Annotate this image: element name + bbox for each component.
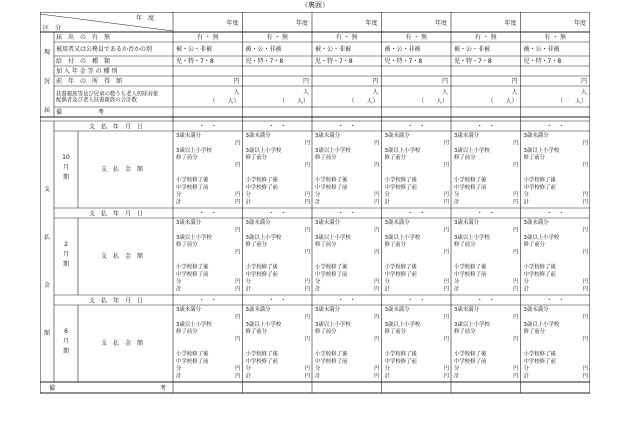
status-value-4: 円 — [233, 78, 240, 85]
payment-amount-line: 3歳以上小学校 — [315, 234, 351, 241]
payment-amount-line: 修了前分 — [315, 155, 337, 162]
payment-amount-line: 分 — [176, 192, 182, 199]
payment-amount-line: 修了前分 — [245, 155, 268, 162]
payment-amount-line: 中学校修了前 — [245, 358, 278, 365]
payment-date-label: 支 払 年 月 日 — [88, 123, 144, 131]
status-value-4: 円 — [302, 78, 309, 85]
status-value-5: 人 — [580, 89, 587, 96]
payment-amount-line: 3歳以上小学校 — [523, 147, 560, 154]
status-value-0: 有 ・ 無 — [196, 34, 219, 41]
payment-group-char: 払 — [43, 234, 51, 241]
payment-date-value: ・ ・ — [268, 123, 287, 130]
payment-amount-line: 計 — [454, 199, 460, 206]
payment-yen: 円 — [374, 140, 380, 147]
payment-amount-line: 3歳未満分 — [523, 133, 549, 139]
payment-yen: 円 — [513, 162, 519, 169]
payment-yen: 円 — [443, 140, 449, 147]
payment-amount-line: 3歳以上小学校 — [523, 321, 560, 328]
payment-amount-line: 分 — [523, 192, 529, 199]
payment-amount-line: 小学校修了後 — [384, 351, 417, 358]
payment-amount-line: 計 — [176, 373, 182, 380]
payment-yen: 円 — [513, 314, 519, 321]
payment-yen: 円 — [374, 286, 380, 293]
status-value-2: 児・特・7・8 — [523, 58, 562, 65]
payment-amount-label: 支 払 金 額 — [100, 253, 144, 260]
payment-yen: 円 — [443, 162, 449, 169]
status-label-0: 届 出 の 有 無 — [56, 34, 111, 41]
payment-amount-line: 3歳未満分 — [384, 133, 410, 139]
status-value2-5: （ 人） — [209, 98, 240, 105]
payment-yen: 円 — [582, 336, 588, 343]
payment-amount-line: 分 — [384, 279, 390, 286]
payment-yen: 円 — [374, 227, 380, 234]
footer-label-end: 考 — [159, 385, 166, 392]
status-label-5: 扶養親族等及び児童の数うち老人控除対象 — [56, 91, 159, 98]
status-group-char: 況 — [43, 78, 51, 85]
payment-amount-line: 3歳以上小学校 — [315, 147, 351, 154]
payment-date-value: ・ ・ — [337, 210, 356, 217]
payment-amount-line: 分 — [245, 279, 251, 286]
payment-period-char: 月 — [62, 338, 70, 345]
payment-amount-line: 小学校修了後 — [245, 177, 278, 184]
payment-yen: 円 — [443, 286, 449, 293]
payment-date-value: ・ ・ — [476, 297, 495, 304]
payment-amount-line: 計 — [384, 373, 390, 380]
payment-date-value: ・ ・ — [198, 210, 217, 217]
payment-amount-line: 計 — [315, 286, 321, 293]
payment-amount-line: 中学校修了前 — [315, 184, 348, 191]
payment-yen: 円 — [235, 249, 241, 256]
status-value-4: 円 — [372, 78, 379, 85]
payment-amount-line: 中学校修了前 — [315, 271, 348, 278]
payment-amount-line: 計 — [523, 199, 529, 206]
payment-amount-line: 小学校修了後 — [523, 264, 556, 271]
payment-yen: 円 — [304, 199, 310, 206]
payment-yen: 円 — [582, 227, 588, 234]
payment-yen: 円 — [513, 336, 519, 343]
payment-group-char: 額 — [43, 330, 51, 337]
payment-amount-line: 分 — [176, 366, 182, 373]
payment-amount-line: 中学校修了前 — [523, 184, 556, 191]
payment-amount-line: 修了前分 — [384, 242, 407, 249]
payment-amount-line: 小学校修了後 — [523, 351, 556, 358]
payment-amount-line: 修了前分 — [245, 242, 268, 249]
status-value-1: 被・公・非被 — [523, 46, 560, 53]
payment-yen: 円 — [513, 279, 519, 286]
payment-amount-line: 中学校修了前 — [245, 184, 278, 191]
payment-amount-line: 計 — [523, 286, 529, 293]
status-value-4: 円 — [580, 78, 587, 85]
payment-amount-line: 3歳未満分 — [245, 220, 271, 226]
payment-yen: 円 — [374, 199, 380, 206]
status-value-1: 被・公・非被 — [384, 46, 421, 53]
payment-yen: 円 — [513, 192, 519, 199]
payment-yen: 円 — [513, 140, 519, 147]
payment-amount-line: 3歳以上小学校 — [315, 321, 351, 328]
payment-amount-line: 修了前分 — [245, 329, 268, 336]
payment-period-char: 月 — [62, 251, 70, 258]
payment-amount-line: 中学校修了前 — [315, 358, 348, 365]
status-value-5: 人 — [441, 89, 448, 96]
payment-amount-line: 3歳以上小学校 — [176, 234, 212, 241]
payment-yen: 円 — [582, 279, 588, 286]
payment-yen: 円 — [235, 279, 241, 286]
payment-date-value: ・ ・ — [337, 123, 356, 130]
payment-amount-line: 分 — [245, 192, 251, 199]
payment-yen: 円 — [235, 336, 241, 343]
payment-date-value: ・ ・ — [546, 297, 565, 304]
payment-yen: 円 — [235, 314, 241, 321]
payment-yen: 円 — [304, 140, 310, 147]
payment-amount-line: 分 — [176, 279, 182, 286]
status-value2-5: （ 人） — [556, 98, 587, 105]
payment-yen: 円 — [304, 192, 310, 199]
payment-yen: 円 — [513, 286, 519, 293]
payment-period-char: 期 — [62, 261, 70, 268]
payment-amount-line: 3歳以上小学校 — [245, 147, 282, 154]
payment-date-value: ・ ・ — [476, 123, 495, 130]
payment-amount-line: 3歳以上小学校 — [384, 234, 421, 241]
payment-yen: 円 — [304, 314, 310, 321]
payment-amount-line: 3歳未満分 — [176, 307, 201, 313]
status-value-5: 人 — [511, 89, 518, 96]
status-value2-5: （ 人） — [278, 98, 309, 105]
payment-amount-line: 分 — [315, 279, 321, 286]
payment-amount-line: 計 — [523, 373, 529, 380]
payment-amount-line: 3歳以上小学校 — [384, 147, 421, 154]
status-value-5: 人 — [372, 89, 379, 96]
payment-date-value: ・ ・ — [198, 123, 217, 130]
payment-amount-line: 修了前分 — [454, 155, 476, 162]
status-group-char: 現 — [43, 49, 51, 56]
payment-yen: 円 — [443, 199, 449, 206]
payment-amount-line: 中学校修了前 — [454, 184, 487, 191]
payment-yen: 円 — [443, 336, 449, 343]
payment-amount-line: 修了前分 — [454, 242, 476, 249]
payment-yen: 円 — [513, 227, 519, 234]
payment-yen: 円 — [582, 249, 588, 256]
payment-yen: 円 — [304, 373, 310, 380]
payment-amount-line: 中学校修了前 — [454, 271, 487, 278]
payment-amount-line: 修了前分 — [523, 329, 546, 336]
payment-yen: 円 — [304, 162, 310, 169]
payment-date-value: ・ ・ — [268, 297, 287, 304]
payment-amount-line: 3歳未満分 — [454, 307, 479, 313]
payment-amount-line: 修了前分 — [176, 329, 198, 336]
payment-yen: 円 — [304, 366, 310, 373]
payment-amount-line: 小学校修了後 — [384, 264, 417, 271]
payment-amount-line: 分 — [315, 366, 321, 373]
status-label-3: 加 入 年 金 等 の 種 別 — [56, 68, 118, 75]
status-label-5: 配偶者及び老人扶養親族の合計数 — [56, 97, 137, 104]
header-year-label: 年度 — [226, 20, 239, 27]
payment-yen: 円 — [374, 192, 380, 199]
payment-amount-line: 分 — [384, 192, 390, 199]
footer-label-start: 備 — [49, 385, 56, 392]
payment-amount-line: 修了前分 — [523, 242, 546, 249]
status-value2-5: （ 人） — [487, 98, 518, 105]
status-label-1: 被用者又は公務員であるか否かの別 — [56, 46, 153, 53]
payment-date-value: ・ ・ — [546, 123, 565, 130]
payment-period-char: 期 — [62, 348, 70, 355]
status-value-2: 児・特・7・8 — [315, 58, 353, 65]
payment-date-label: 支 払 年 月 日 — [88, 210, 144, 218]
payment-amount-line: 3歳未満分 — [384, 220, 410, 226]
status-value-1: 被・公・非被 — [245, 46, 282, 53]
payment-amount-line: 小学校修了後 — [176, 351, 209, 358]
payment-amount-label: 支 払 金 額 — [100, 166, 144, 173]
status-label-6: 備 考 — [56, 109, 105, 116]
payment-amount-line: 分 — [523, 366, 529, 373]
payment-amount-line: 中学校修了前 — [384, 358, 417, 365]
status-value-1: 被・公・非被 — [176, 46, 213, 53]
status-value-5: 人 — [302, 89, 309, 96]
payment-amount-line: 修了前分 — [176, 155, 198, 162]
payment-amount-line: 3歳未満分 — [384, 307, 410, 313]
payment-date-value: ・ ・ — [407, 210, 426, 217]
payment-group-char: 支 — [43, 186, 51, 193]
payment-yen: 円 — [513, 366, 519, 373]
payment-amount-line: 小学校修了後 — [523, 177, 556, 184]
payment-amount-line: 小学校修了後 — [454, 177, 487, 184]
payment-yen: 円 — [235, 192, 241, 199]
header-year-label: 年度 — [365, 20, 378, 27]
payment-yen: 円 — [582, 140, 588, 147]
payment-amount-line: 小学校修了後 — [315, 177, 348, 184]
payment-yen: 円 — [235, 199, 241, 206]
status-value-0: 有 ・ 無 — [474, 34, 497, 41]
payment-amount-line: 3歳未満分 — [315, 133, 340, 139]
payment-date-label: 支 払 年 月 日 — [88, 297, 144, 305]
payment-amount-line: 修了前分 — [454, 329, 476, 336]
payment-amount-line: 3歳未満分 — [176, 133, 201, 139]
page-title: （裏面） — [301, 1, 329, 9]
payment-date-value: ・ ・ — [407, 123, 426, 130]
payment-date-value: ・ ・ — [476, 210, 495, 217]
payment-yen: 円 — [443, 227, 449, 234]
payment-yen: 円 — [304, 249, 310, 256]
status-value2-5: （ 人） — [417, 98, 448, 105]
payment-amount-line: 計 — [454, 286, 460, 293]
payment-period-char: 2 — [64, 241, 68, 248]
status-value-4: 円 — [511, 78, 518, 85]
payment-yen: 円 — [582, 162, 588, 169]
payment-amount-line: 3歳未満分 — [315, 307, 340, 313]
header-year-label: 年度 — [295, 20, 308, 27]
payment-group-char: 金 — [43, 282, 51, 289]
payment-yen: 円 — [582, 366, 588, 373]
payment-yen: 円 — [374, 314, 380, 321]
payment-date-value: ・ ・ — [546, 210, 565, 217]
payment-amount-line: 計 — [454, 373, 460, 380]
payment-date-value: ・ ・ — [268, 210, 287, 217]
payment-yen: 円 — [235, 140, 241, 147]
payment-amount-line: 中学校修了前 — [454, 358, 487, 365]
payment-amount-line: 分 — [454, 366, 460, 373]
payment-amount-line: 中学校修了前 — [176, 271, 209, 278]
payment-yen: 円 — [443, 249, 449, 256]
payment-amount-line: 小学校修了後 — [315, 264, 348, 271]
payment-yen: 円 — [582, 199, 588, 206]
payment-amount-line: 小学校修了後 — [454, 351, 487, 358]
payment-period-char: 月 — [62, 164, 70, 171]
status-value-0: 有 ・ 無 — [544, 34, 567, 41]
payment-yen: 円 — [374, 162, 380, 169]
header-category-caption: 区 分 — [43, 25, 62, 32]
payment-yen: 円 — [513, 373, 519, 380]
payment-yen: 円 — [374, 279, 380, 286]
payment-amount-line: 計 — [245, 373, 251, 380]
payment-amount-line: 3歳以上小学校 — [245, 234, 282, 241]
status-label-2: 給 付 の 種 類 — [56, 58, 111, 65]
header-year-label: 年度 — [504, 20, 517, 27]
payment-amount-line: 3歳以上小学校 — [454, 234, 490, 241]
status-value-5: 人 — [233, 89, 240, 96]
payment-amount-label: 支 払 金 額 — [100, 340, 144, 347]
payment-amount-line: 小学校修了後 — [454, 264, 487, 271]
header-year-label: 年度 — [434, 20, 447, 27]
payment-yen: 円 — [513, 249, 519, 256]
payment-yen: 円 — [235, 162, 241, 169]
status-value-0: 有 ・ 無 — [335, 34, 358, 41]
payment-yen: 円 — [304, 279, 310, 286]
payment-yen: 円 — [443, 192, 449, 199]
payment-amount-line: 小学校修了後 — [245, 351, 278, 358]
benefit-form-table — [40, 12, 590, 430]
header-year-caption: 年 度 — [135, 15, 155, 22]
payment-amount-line: 修了前分 — [176, 242, 198, 249]
payment-amount-line: 3歳以上小学校 — [454, 321, 490, 328]
payment-yen: 円 — [582, 286, 588, 293]
status-value-0: 有 ・ 無 — [266, 34, 289, 41]
payment-yen: 円 — [374, 249, 380, 256]
payment-amount-line: 分 — [384, 366, 390, 373]
payment-amount-line: 分 — [315, 192, 321, 199]
payment-yen: 円 — [582, 192, 588, 199]
payment-yen: 円 — [582, 373, 588, 380]
payment-yen: 円 — [235, 286, 241, 293]
payment-amount-line: 3歳未満分 — [454, 133, 479, 139]
status-value-4: 円 — [441, 78, 448, 85]
payment-date-value: ・ ・ — [337, 297, 356, 304]
status-value-2: 児・特・7・8 — [384, 58, 423, 65]
status-value-1: 被・公・非被 — [454, 46, 491, 53]
payment-yen: 円 — [443, 366, 449, 373]
status-value-1: 被・公・非被 — [315, 46, 352, 53]
payment-period-char: 期 — [62, 174, 70, 181]
payment-amount-line: 小学校修了後 — [384, 177, 417, 184]
payment-amount-line: 小学校修了後 — [315, 351, 348, 358]
payment-amount-line: 中学校修了前 — [384, 184, 417, 191]
payment-yen: 円 — [513, 199, 519, 206]
payment-amount-line: 3歳以上小学校 — [384, 321, 421, 328]
payment-amount-line: 計 — [176, 286, 182, 293]
payment-amount-line: 中学校修了前 — [523, 358, 556, 365]
payment-amount-line: 修了前分 — [384, 329, 407, 336]
payment-amount-line: 3歳未満分 — [523, 220, 549, 226]
payment-yen: 円 — [374, 373, 380, 380]
payment-amount-line: 3歳未満分 — [245, 307, 271, 313]
payment-yen: 円 — [235, 373, 241, 380]
status-group-char: 届 — [43, 107, 51, 114]
status-label-4: 前 年 の 所 得 額 — [56, 78, 123, 85]
payment-yen: 円 — [443, 373, 449, 380]
payment-yen: 円 — [443, 314, 449, 321]
payment-amount-line: 3歳未満分 — [176, 220, 201, 226]
payment-amount-line: 小学校修了後 — [176, 264, 209, 271]
payment-amount-line: 3歳以上小学校 — [176, 321, 212, 328]
payment-amount-line: 計 — [245, 286, 251, 293]
payment-amount-line: 3歳以上小学校 — [176, 147, 212, 154]
payment-amount-line: 修了前分 — [523, 155, 546, 162]
payment-amount-line: 3歳未満分 — [245, 133, 271, 139]
payment-yen: 円 — [304, 227, 310, 234]
payment-amount-line: 3歳以上小学校 — [523, 234, 560, 241]
payment-amount-line: 修了前分 — [315, 329, 337, 336]
header-year-label: 年度 — [573, 20, 586, 27]
payment-amount-line: 3歳以上小学校 — [454, 147, 490, 154]
payment-amount-line: 計 — [384, 199, 390, 206]
payment-amount-line: 小学校修了後 — [176, 177, 209, 184]
payment-yen: 円 — [304, 286, 310, 293]
payment-amount-line: 計 — [315, 199, 321, 206]
payment-yen: 円 — [235, 227, 241, 234]
status-value-2: 児・特・7・8 — [454, 58, 492, 65]
payment-amount-line: 計 — [176, 199, 182, 206]
payment-amount-line: 中学校修了前 — [384, 271, 417, 278]
status-value-2: 児・特・7・8 — [176, 58, 214, 65]
payment-amount-line: 計 — [315, 373, 321, 380]
status-value-2: 児・特・7・8 — [245, 58, 284, 65]
payment-period-char: 6 — [64, 328, 68, 335]
payment-amount-line: 修了前分 — [315, 242, 337, 249]
payment-amount-line: 分 — [245, 366, 251, 373]
payment-amount-line: 修了前分 — [384, 155, 407, 162]
payment-yen: 円 — [443, 279, 449, 286]
status-value-0: 有 ・ 無 — [405, 34, 428, 41]
payment-amount-line: 分 — [454, 192, 460, 199]
payment-amount-line: 分 — [454, 279, 460, 286]
payment-amount-line: 3歳以上小学校 — [245, 321, 282, 328]
payment-date-value: ・ ・ — [198, 297, 217, 304]
payment-amount-line: 3歳未満分 — [454, 220, 479, 226]
payment-yen: 円 — [235, 366, 241, 373]
payment-amount-line: 中学校修了前 — [523, 271, 556, 278]
payment-amount-line: 分 — [523, 279, 529, 286]
payment-amount-line: 3歳未満分 — [315, 220, 340, 226]
payment-amount-line: 計 — [384, 286, 390, 293]
payment-yen: 円 — [582, 314, 588, 321]
payment-amount-line: 計 — [245, 199, 251, 206]
payment-amount-line: 3歳未満分 — [523, 307, 549, 313]
payment-yen: 円 — [374, 366, 380, 373]
payment-amount-line: 中学校修了前 — [176, 358, 209, 365]
payment-amount-line: 小学校修了後 — [245, 264, 278, 271]
payment-amount-line: 中学校修了前 — [245, 271, 278, 278]
payment-yen: 円 — [304, 336, 310, 343]
payment-period-char: 10 — [62, 154, 70, 161]
payment-date-value: ・ ・ — [407, 297, 426, 304]
payment-yen: 円 — [374, 336, 380, 343]
payment-amount-line: 中学校修了前 — [176, 184, 209, 191]
status-value2-5: （ 人） — [348, 98, 379, 105]
